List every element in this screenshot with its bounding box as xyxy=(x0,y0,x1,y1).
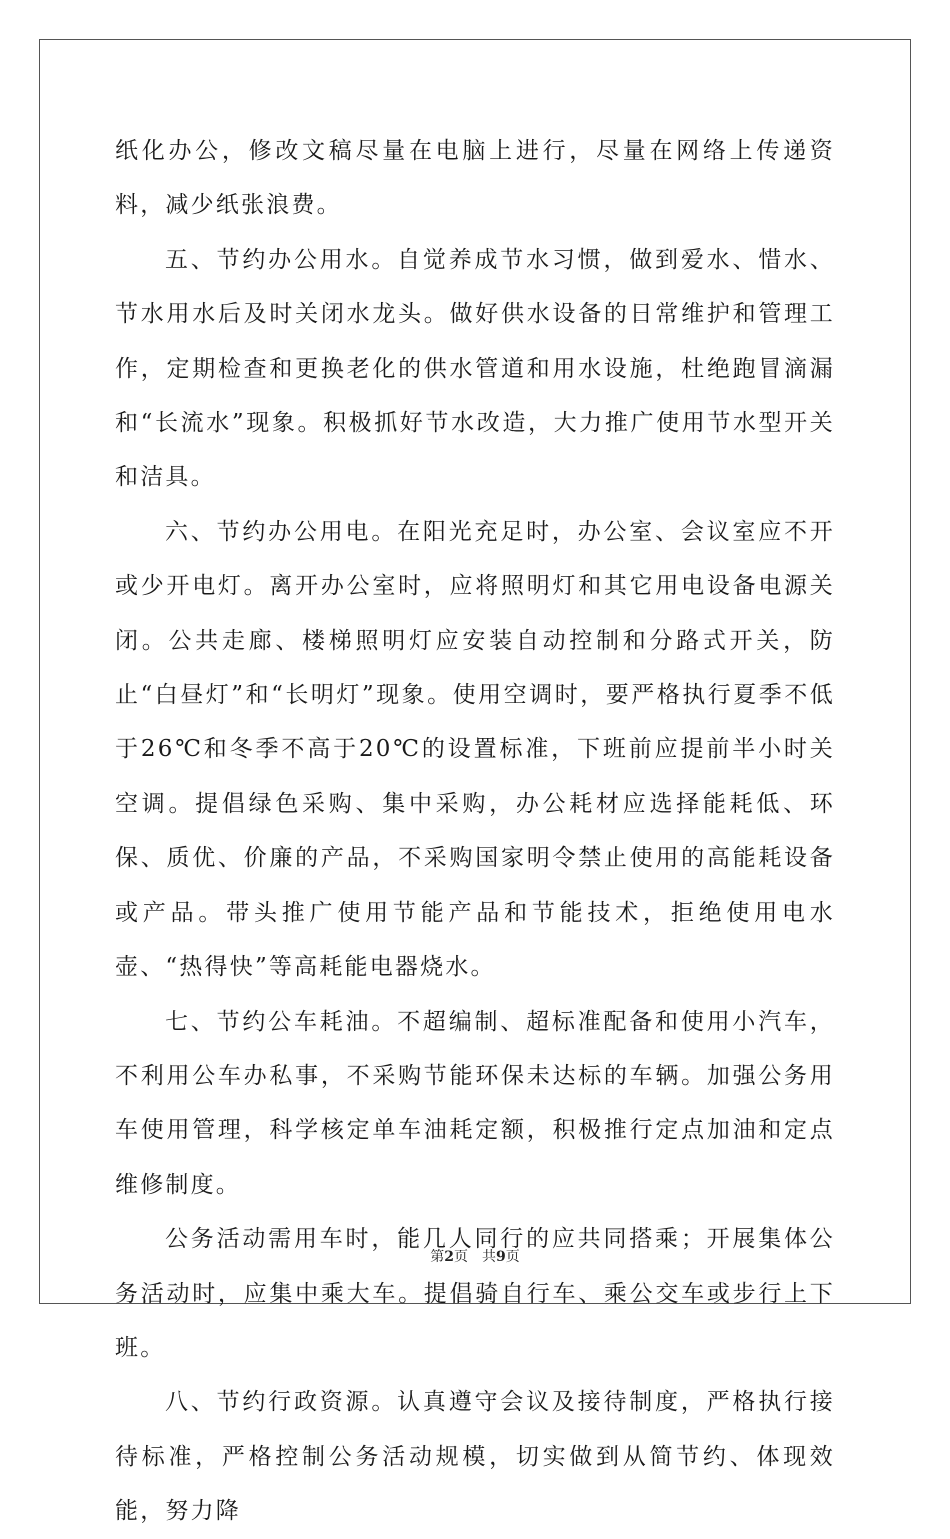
document-body xyxy=(115,124,835,1539)
paragraph-1: 纸化办公，修改文稿尽量在电脑上进行，尽量在网络上传递资料，减少纸张浪费。 xyxy=(115,138,835,219)
page-total: 9 xyxy=(496,1249,506,1265)
paragraph-6: 八、节约行政资源。认真遵守会议及接待制度，严格执行接待标准，严格控制公务活动规模，切实做到从简节约、体现效能，努力降 xyxy=(115,1389,835,1525)
total-suffix: 页 xyxy=(505,1249,520,1265)
paragraph-2: 五、节约办公用水。自觉养成节水习惯，做到爱水、惜水、节水用水后及时关闭水龙头。做好供水设备的日常维护和管理工作，定期检查和更换老化的供水管道和用水设施，杜绝跑冒滴漏和“长流水”现象。积极抓好节水改造，大力推广使用节水型开关和洁具。 xyxy=(115,246,835,491)
page-current: 2 xyxy=(444,1249,454,1265)
paragraph-4: 七、节约公车耗油。不超编制、超标准配备和使用小汽车，不利用公车办私事，不采购节能环保未达标的车辆。加强公务用车使用管理，科学核定单车油耗定额，积极推行定点加油和定点维修制度。 xyxy=(115,1008,835,1198)
paragraph-5: 公务活动需用车时，能几人同行的应共同搭乘；开展集体公务活动时，应集中乘大车。提倡骑自行车、乘公交车或步行上下班。 xyxy=(115,1226,835,1361)
paragraph-3: 六、节约办公用电。在阳光充足时，办公室、会议室应不开或少开电灯。离开办公室时，应将照明灯和其它用电设备电源关闭。公共走廊、楼梯照明灯应安装自动控制和分路式开关，防止“白昼灯”和“长明灯”现象。使用空调时，要严格执行夏季不低于26℃和冬季不高于20℃的设置标准，下班前应提前半小时关空调。提倡绿色采购、集中采购，办公耗材应选择能耗低、环保、质优、价廉的产品，不采购国家明令禁止使用的高能耗设备或产品。带头推广使用节能产品和节能技术，拒绝使用电水壶、“热得快”等高耗能电器烧水。 xyxy=(115,518,835,981)
total-prefix: 共 xyxy=(482,1249,496,1265)
page-suffix: 页 xyxy=(454,1249,468,1265)
page-footer xyxy=(0,1246,950,1266)
page-prefix: 第 xyxy=(430,1249,445,1265)
